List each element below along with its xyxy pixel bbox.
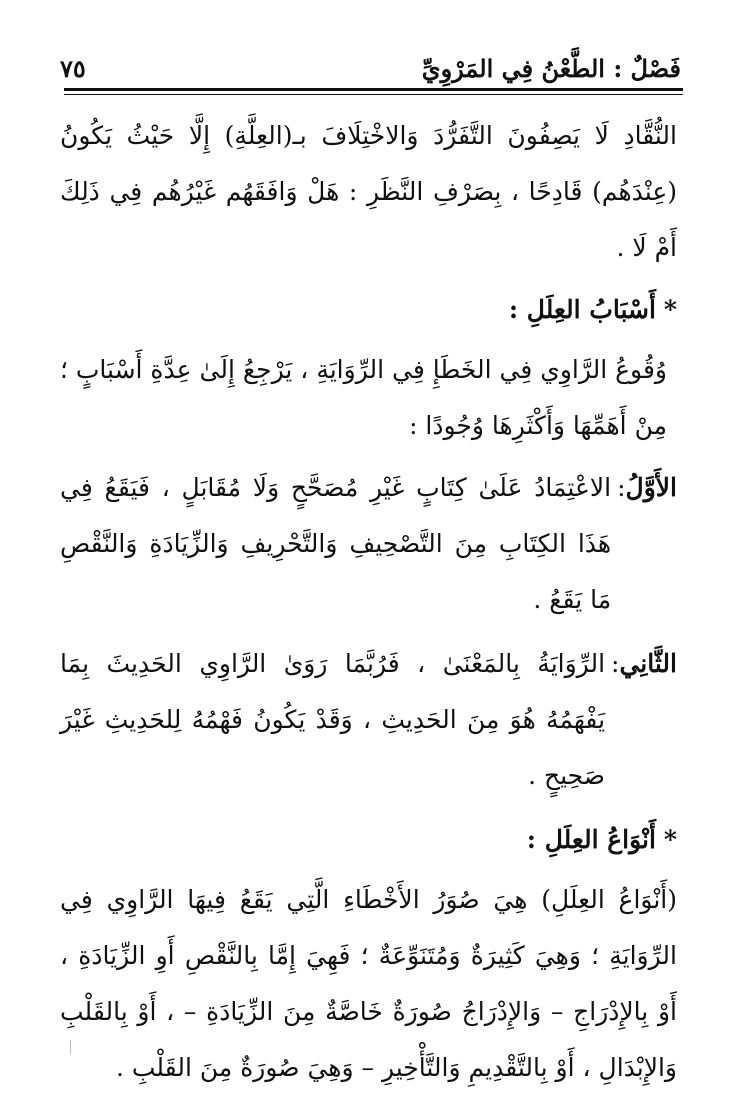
- intro-paragraph: النُّقَّادِ لَا يَصِفُونَ التَّفَرُّدَ وَالاخْتِلَافَ بـ(العِلَّةِ) إِلَّا حَيْثُ يَكُونُ (عِنْدَهُم) قَادِحًا ، بِصَرْفِ النَّظَرِ : هَلْ وَافَقَهُم غَيْرُهُم فِي ذَلِكَ أَمْ لَا .: [60, 121, 677, 262]
- item-text: الرِّوَايَةُ بِالمَعْنَىٰ ، فَرُبَّمَا رَوَىٰ الرَّاوِي الحَدِيثَ بِمَا يَفْهَمُهُ هُوَ مِنَ الحَدِيثِ ، وَقَدْ يَكُونُ فَهْمُهُ لِلحَدِيثِ غَيْرَ صَحِيحٍ .: [60, 649, 606, 790]
- types-paragraph: (أَنْوَاعُ العِلَلِ) هِيَ صُوَرُ الأَخْطَاءِ الَّتِي يَقَعُ فِيهَا الرَّاوِي فِي الرِّوَايَةِ ؛ وَهِيَ كَثِيرَةٌ وَمُتَنَوِّعَةٌ ؛ فَهِيَ إِمَّا بِالنَّقْصِ أَوِ الزِّيَادَةِ ، أَوْ بِالإِدْرَاجِ – وَالإِدْرَاجُ صُورَةٌ خَاصَّةٌ مِنَ الزِّيَادَةِ – ، أَوْ بِالقَلْبِ وَالإِبْدَالِ ، أَوْ بِالتَّقْدِيمِ وَالتَّأْخِيرِ – وَهِيَ صُورَةٌ مِنَ القَلْبِ .: [60, 885, 677, 1082]
- list-item-first: [60, 460, 677, 628]
- header-rule-thin: [64, 94, 683, 95]
- page-number: ٧٥: [60, 54, 86, 83]
- asterisk-icon: *: [663, 825, 677, 854]
- item-term: الأَوَّلُ: [625, 473, 677, 502]
- item-colon: :: [617, 473, 626, 502]
- item-term: الثَّانِي: [619, 649, 677, 678]
- section-heading-causes: [60, 282, 677, 338]
- header-rule-thick: [64, 88, 683, 91]
- item-text: الاعْتِمَادُ عَلَىٰ كِتَابٍ غَيْرِ مُصَحَّحٍ وَلَا مُقَابَلٍ ، فَيَقَعُ فِي هَذَا الكِتَابِ مِنَ التَّصْحِيفِ وَالتَّحْرِيفِ وَالزِّيَادَةِ وَالنَّقْصِ مَا يَقَعُ .: [60, 473, 612, 614]
- asterisk-icon: *: [663, 295, 677, 324]
- causes-paragraph: وُقُوعُ الرَّاوِي فِي الخَطَإِ فِي الرِّوَايَةِ ، يَرْجِعُ إِلَىٰ عِدَّةِ أَسْبَابٍ ؛ مِنْ أَهَمِّهَا وَأَكْثَرِهَا وُجُودًا :: [59, 355, 667, 440]
- list-item-second: [60, 636, 677, 804]
- section-title: أَسْبَابُ العِلَلِ :: [508, 295, 656, 324]
- item-colon: :: [611, 649, 620, 678]
- section-title: أَنْوَاعُ العِلَلِ :: [526, 825, 656, 854]
- section-heading-types: [60, 812, 677, 868]
- page-body: [60, 108, 677, 1102]
- running-title: فَصْلٌ : الطَّعْنُ فِي المَرْوِيِّ: [421, 54, 681, 83]
- page-header: [60, 50, 681, 84]
- scan-mark: [70, 1040, 71, 1054]
